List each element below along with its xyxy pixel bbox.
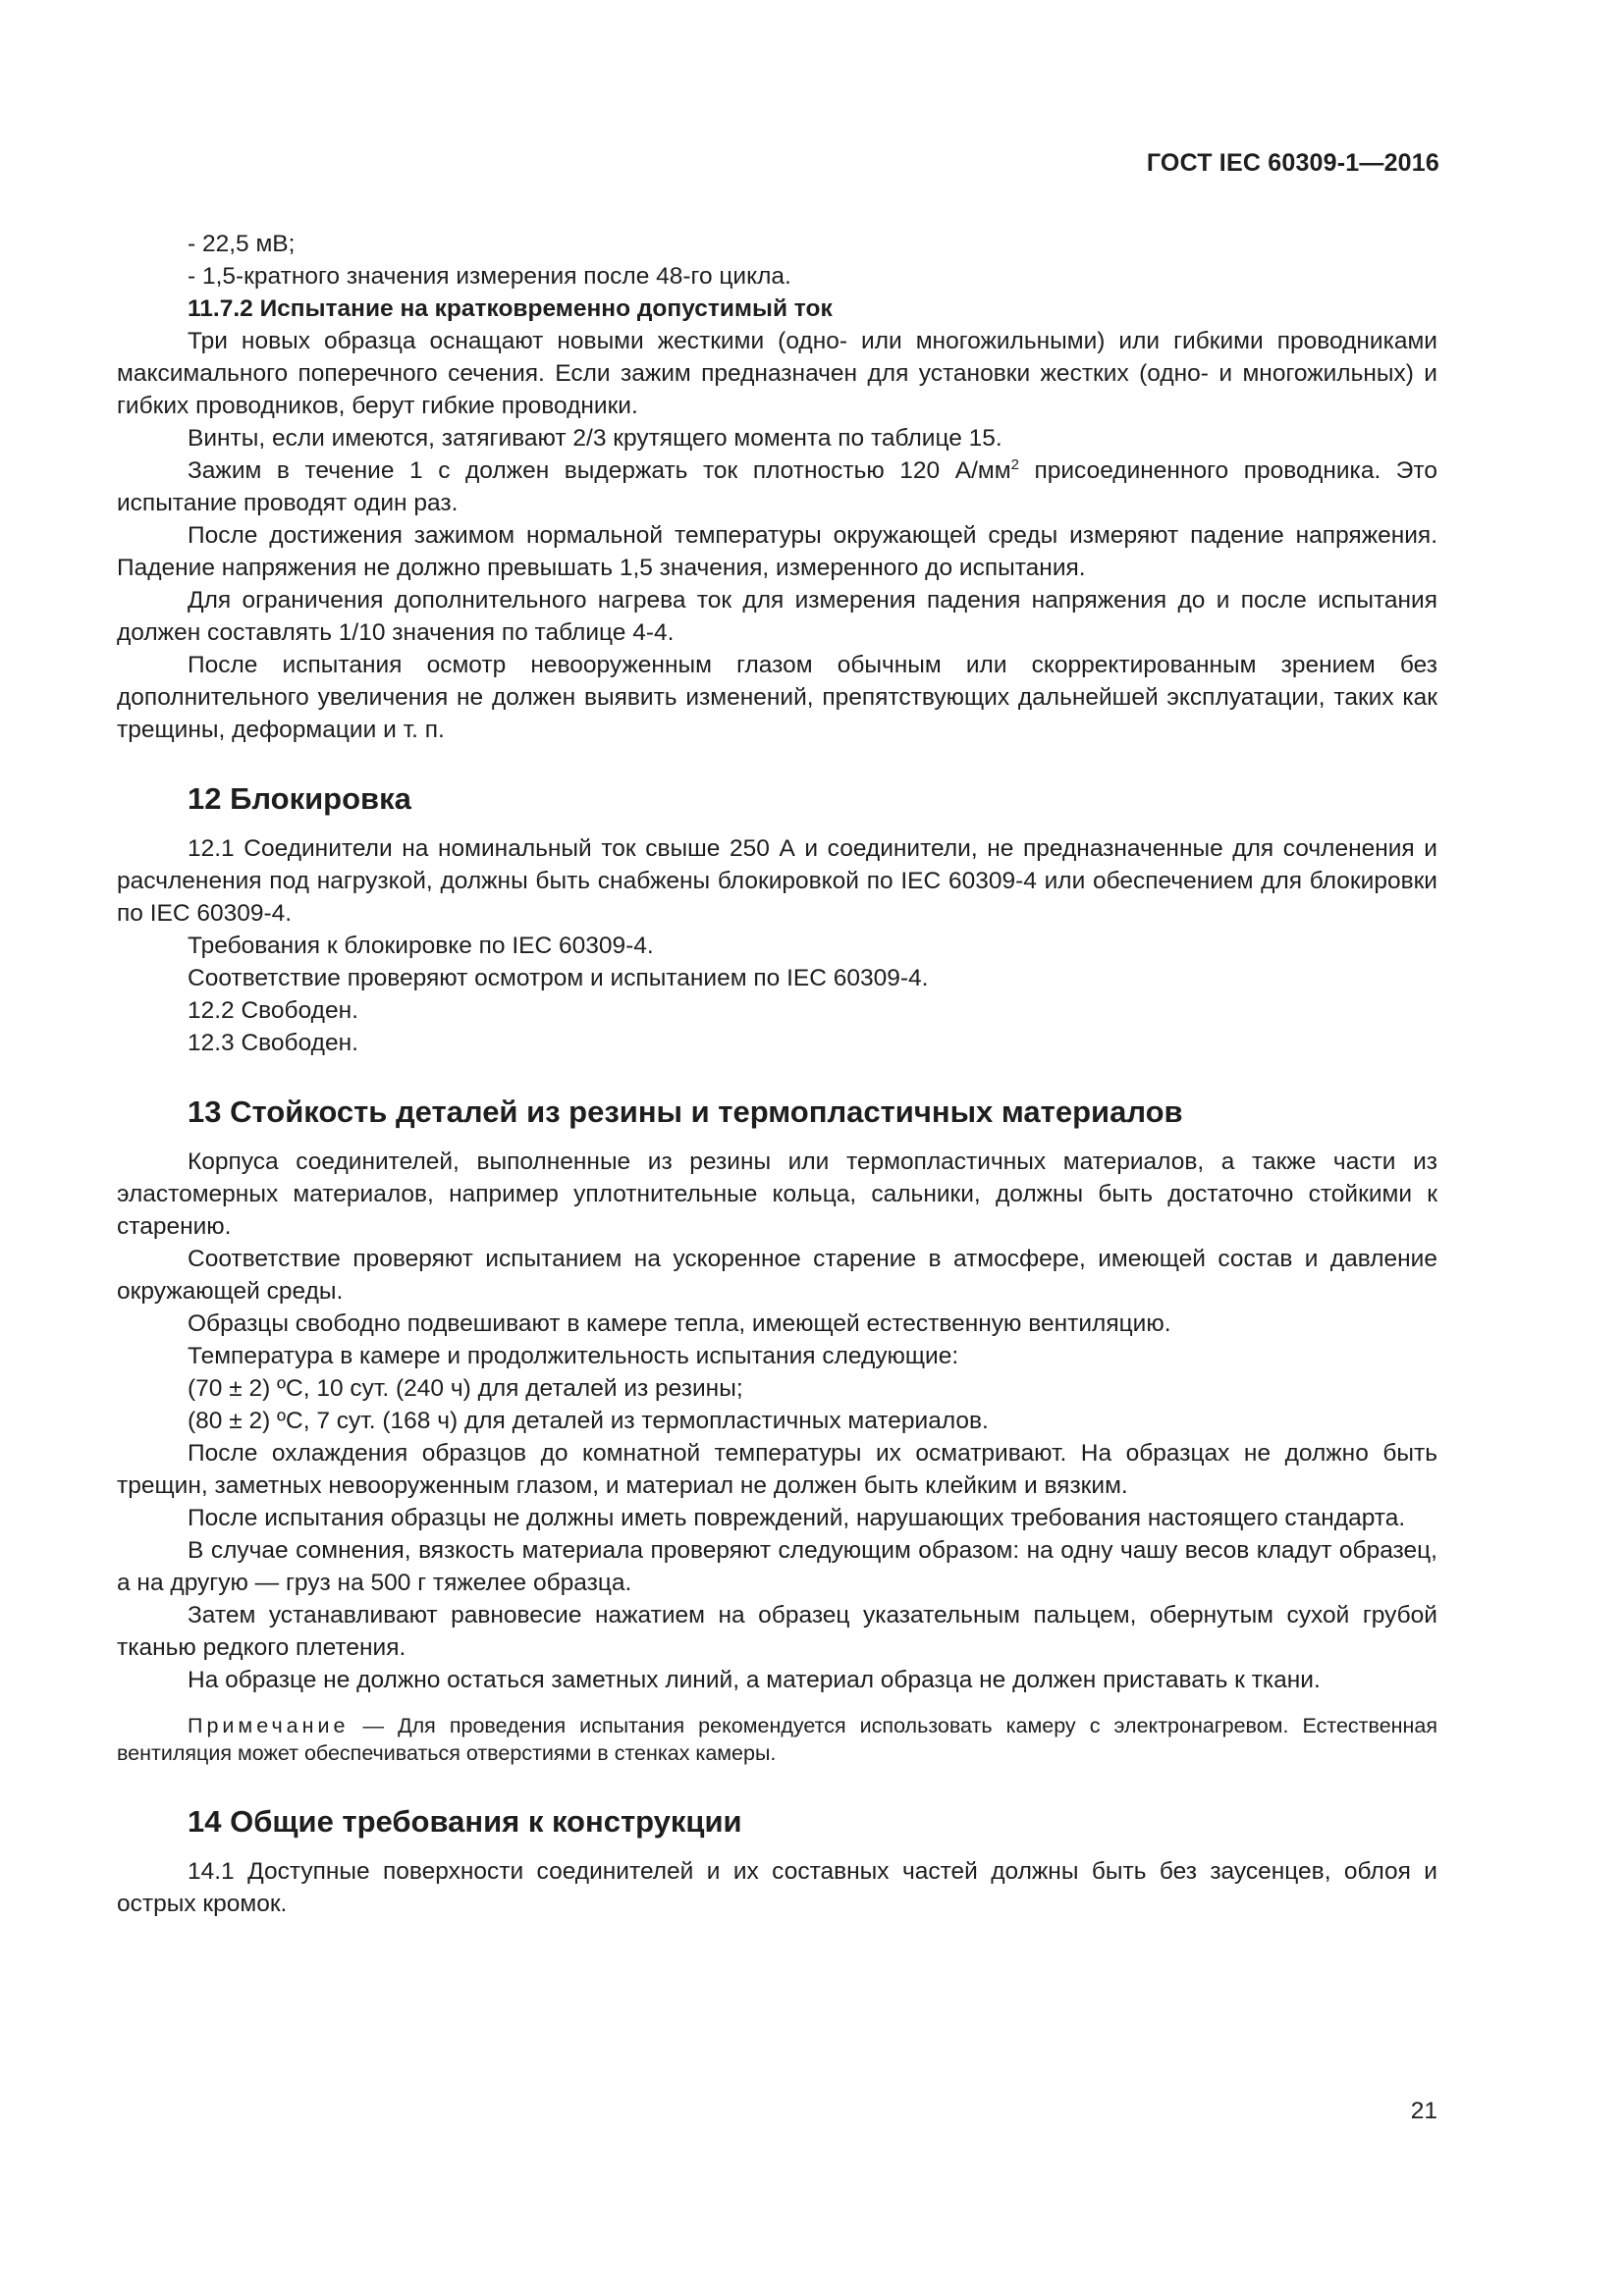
list-item: - 22,5 мВ; [188, 231, 296, 257]
page-number: 21 [1410, 2098, 1437, 2124]
paragraph: После испытания осмотр невооруженным глазом обычным или скорректированным зрением без дополнительного увеличения не должен выявить изменений, препятствующих дальнейшей эксплуатации, таких как трещины, деформации и т. п. [117, 652, 1437, 743]
note [117, 1712, 1437, 1767]
list-item: - 1,5-кратного значения измерения после 48-го цикла. [188, 263, 791, 290]
paragraph: 12.1 Соединители на номинальный ток свыше 250 А и соединители, не предназначенные для сочленения и расчленения под нагрузкой, должны быть снабжены блокировкой по IEC 60309-4 или обеспечением для блокировки по IEC 60309-4. [117, 835, 1437, 927]
paragraph: Винты, если имеются, затягивают 2/3 крутящего момента по таблице 15. [188, 425, 1002, 452]
paragraph: В случае сомнения, вязкость материала проверяют следующим образом: на одну чашу весов кладут образец, а на другую — груз на 500 г тяжелее образца. [117, 1537, 1437, 1596]
paragraph [117, 454, 1437, 519]
section-heading: 14 Общие требования к конструкции [188, 1804, 742, 1839]
paragraph: (80 ± 2) ºС, 7 сут. (168 ч) для деталей из термопластичных материалов. [188, 1408, 989, 1434]
paragraph: Для ограничения дополнительного нагрева ток для измерения падения напряжения до и после испытания должен составлять 1/10 значения по таблице 4-4. [117, 587, 1437, 646]
paragraph: После достижения зажимом нормальной температуры окружающей среды измеряют падение напряжения. Падение напряжения не должно превышать 1,5 значения, измеренного до испытания. [117, 522, 1437, 581]
section-heading: 13 Стойкость деталей из резины и термопластичных материалов [188, 1095, 1183, 1129]
paragraph: После испытания образцы не должны иметь повреждений, нарушающих требования настоящего стандарта. [188, 1505, 1406, 1531]
paragraph: На образце не должно остаться заметных линий, а материал образца не должен приставать к ткани. [188, 1667, 1321, 1693]
paragraph: Соответствие проверяют испытанием на ускоренное старение в атмосфере, имеющей состав и давление окружающей среды. [117, 1246, 1437, 1305]
paragraph: 14.1 Доступные поверхности соединителей и их составных частей должны быть без заусенцев, облоя и острых кромок. [117, 1858, 1437, 1917]
paragraph: 12.3 Свободен. [188, 1030, 358, 1056]
paragraph: Образцы свободно подвешивают в камере тепла, имеющей естественную вентиляцию. [188, 1310, 1171, 1337]
paragraph: Требования к блокировке по IEC 60309-4. [188, 933, 654, 959]
paragraph-text: присоединенного проводника. Это испытание проводят один раз. [117, 457, 1437, 516]
paragraph-text: Зажим в течение 1 с должен выдержать ток плотностью 120 А/мм [188, 457, 1011, 484]
superscript: 2 [1010, 455, 1019, 473]
section-heading: 12 Блокировка [188, 781, 411, 816]
note-text: — Для проведения испытания рекомендуется использовать камеру с электронагревом. Естественная вентиляция может обеспечиваться отверстиями в стенках камеры. [117, 1714, 1437, 1765]
paragraph: Корпуса соединителей, выполненные из резины или термопластичных материалов, а также части из эластомерных материалов, например уплотнительные кольца, сальники, должны быть достаточно стойкими к старению. [117, 1148, 1437, 1240]
document-body [117, 228, 1437, 1920]
paragraph: Затем устанавливают равновесие нажатием на образец указательным пальцем, обернутым сухой грубой тканью редкого плетения. [117, 1602, 1437, 1661]
paragraph: Температура в камере и продолжительность испытания следующие: [188, 1343, 959, 1369]
document-header: ГОСТ IEC 60309-1—2016 [1146, 149, 1439, 177]
paragraph: Соответствие проверяют осмотром и испытанием по IEC 60309-4. [188, 965, 929, 991]
paragraph: (70 ± 2) ºС, 10 сут. (240 ч) для деталей из резины; [188, 1375, 743, 1402]
subsection-heading: 11.7.2 Испытание на кратковременно допустимый ток [188, 295, 833, 322]
paragraph: Три новых образца оснащают новыми жесткими (одно- или многожильными) или гибкими проводниками максимального поперечного сечения. Если зажим предназначен для установки жестких (одно- и многожильных) и гибких проводников, берут гибкие проводники. [117, 328, 1437, 419]
note-label: Примечание [188, 1714, 350, 1737]
paragraph: 12.2 Свободен. [188, 997, 358, 1024]
paragraph: После охлаждения образцов до комнатной температуры их осматривают. На образцах не должно быть трещин, заметных невооруженным глазом, и материал не должен быть клейким и вязким. [117, 1440, 1437, 1499]
